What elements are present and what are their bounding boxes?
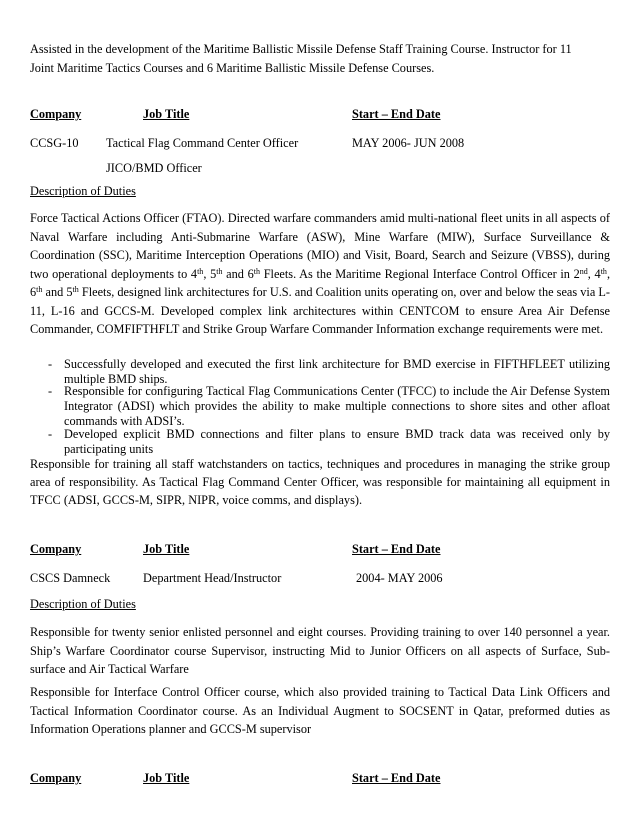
sup-text: th [600,266,607,276]
job1-dates: MAY 2006- JUN 2008 [352,136,465,150]
job1-description-header: Description of Duties [30,184,136,198]
job2-company: CSCS Damneck [30,571,111,585]
duties-text: , 6 [30,266,611,299]
bullet-text: Developed explicit BMD connections and filter plans to ensure BMD track data was received only by participating units [64,427,610,456]
job2-duties-paragraph-2: Responsible for Interface Control Officer course, which also provided training to Tactical Data Link Officers and Tactical Information Coordinator course. As an Individual Augment to SOCSENT in Qatar, preformed duties as Information Operations planner and GCCS-M supervisor [30,685,610,736]
job1-company: CCSG-10 [30,136,79,150]
job2-title: Department Head/Instructor [143,571,282,585]
duties-text: and 5 [42,285,73,299]
sup-text: th [72,285,79,294]
bullet-item [48,357,610,387]
bullet-dash: - [48,357,53,371]
bullet-dash: - [48,427,53,441]
job-title-header: Job Title [143,107,190,121]
job2-duties-paragraph-1: Responsible for twenty senior enlisted personnel and eight courses. Providing training to over 140 personnel a year. Ship’s Warfare Coordinator course Supervisor, instructing Mid to Junior Officers on all aspects of Surface, Sub-surface and Air Tactical Warfare [30,625,610,676]
job1-duties-paragraph [30,209,610,339]
sup-text: nd [579,266,588,276]
sup-text: th [253,266,260,276]
dates-header: Start – End Date [352,542,441,556]
bullet-dash: - [48,384,53,398]
intro-paragraph [30,40,610,77]
job1-title-secondary: JICO/BMD Officer [106,161,202,175]
job1-title: Tactical Flag Command Center Officer [106,136,299,150]
job-title-header: Job Title [143,771,190,785]
company-header: Company [30,107,82,121]
dates-header: Start – End Date [352,107,441,121]
company-header: Company [30,542,82,556]
duties-text: , 5 [203,266,217,281]
bullet-text: Responsible for configuring Tactical Flag Communications Center (TFCC) to include the Air Defense System Integrator (ADSI) which provides the ability to make multiple connections to shore sites and other afloat commands with ADSI’s. [64,384,610,428]
intro-line-2: Joint Maritime Tactics Courses and 6 Maritime Ballistic Missile Defense Courses. [30,60,435,75]
job2-description-header: Description of Duties [30,597,136,611]
duties-text: and 6 [222,266,254,281]
bullet-text: Successfully developed and executed the first link architecture for BMD exercise in FIFTHFLEET utilizing multiple BMD ships. [64,357,610,386]
duties-text: , 4 [587,266,601,281]
sup-text: th [36,285,43,294]
company-header: Company [30,771,82,785]
intro-line-1: Assisted in the development of the Maritime Ballistic Missile Defense Staff Training Course. Instructor for 11 [30,42,572,56]
job1-closing-paragraph: Responsible for training all staff watchstanders on tactics, techniques and procedures in managing the strike group area of responsibility. As Tactical Flag Command Center Officer, was responsible for maintaining all equipment in TFCC (ADSI, GCCS-M, SIPR, NIPR, voice comms, and displays). [30,457,610,507]
job2-dates: 2004- MAY 2006 [356,571,443,585]
bullet-item [48,427,610,457]
job1-duties-text-b: Fleets, designed link architectures for U.S. and Coalition units operating on, over and below the seas via L-11, L-16 and GCCS-M. Developed complex link architectures within CENTCOM to ensure Area Air Defense Commander, COMFIFTHFLT and Strike Group Warfare Commander Information exchange requirements were met. [30,285,610,336]
job-title-header: Job Title [143,542,190,556]
bullet-item [48,384,610,429]
sup-text: th [216,266,223,276]
dates-header: Start – End Date [352,771,441,785]
sup-text: th [197,266,204,276]
duties-text: Fleets. As the Maritime Regional Interface Control Officer in 2 [260,266,580,281]
job1-duties-text-a: Force Tactical Actions Officer (FTAO). Directed warfare commanders amid multi-national fleet units in all aspects of Naval Warfare including Anti-Submarine Warfare (ASW), Mine Warfare (MIW), Surface Surveillance & Coordination (SSC), Maritime Interception Operations (MIO) and Visit, Board, Search and Seizure (VBSS), during two operational deployments to 4 [30,211,610,281]
